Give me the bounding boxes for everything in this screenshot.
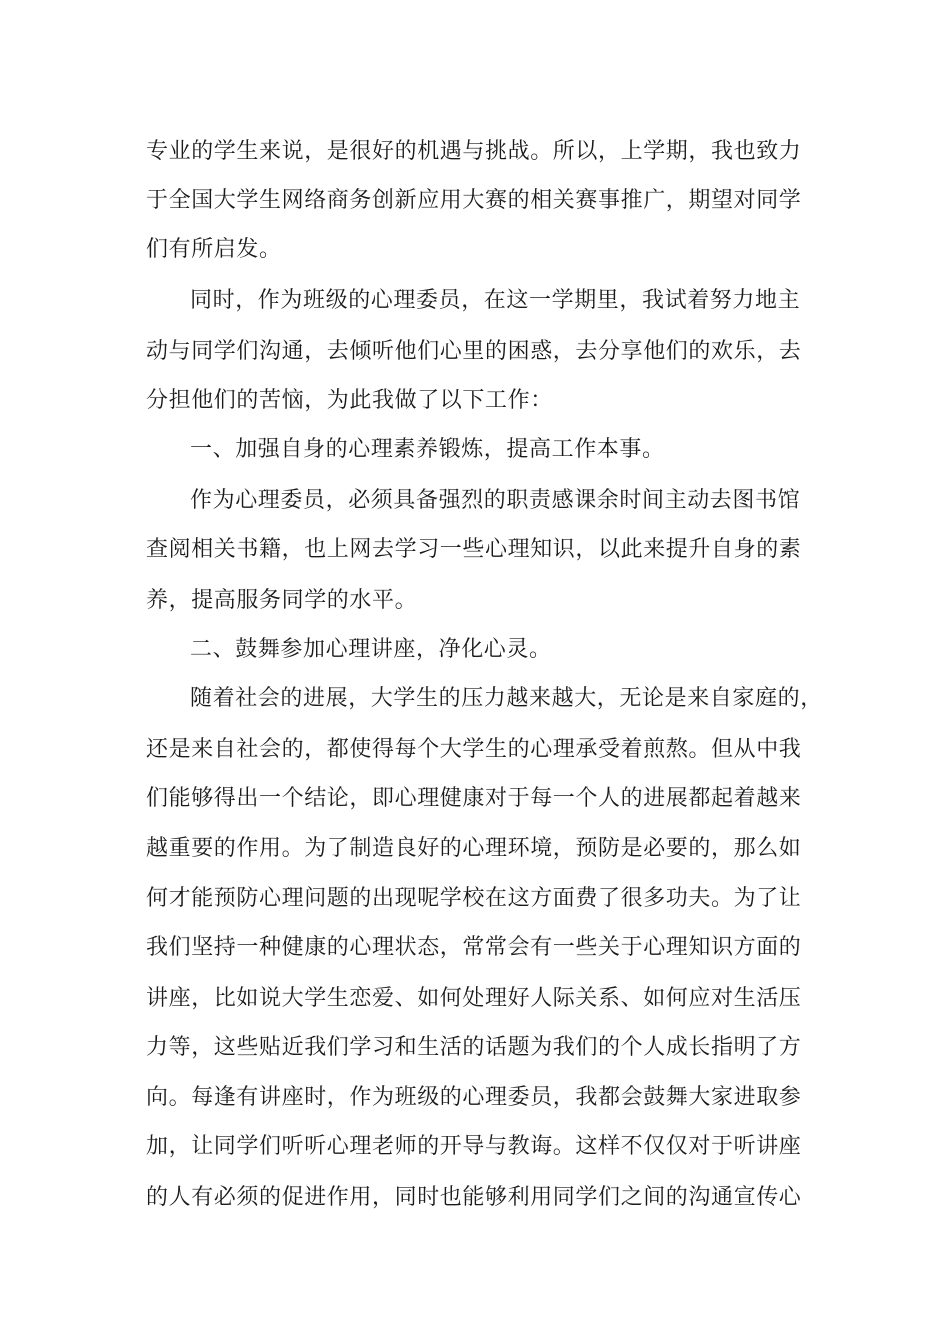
section-heading-2: 二、鼓舞参加心理讲座，净化心灵。 [190,637,552,662]
text-line: 分担他们的苦恼，为此我做了以下工作： [146,388,553,413]
text-line: 动与同学们沟通，去倾听他们心里的困惑，去分享他们的欢乐，去 [146,339,802,364]
text-line: 我们坚持一种健康的心理状态，常常会有一些关于心理知识方面的 [146,935,802,960]
section-heading-1: 一、加强自身的心理素养锻炼，提高工作本事。 [190,437,665,462]
paragraph-first-line: 作为心理委员，必须具备强烈的职责感课余时间主动去图书馆 [190,488,801,513]
text-line: 于全国大学生网络商务创新应用大赛的相关赛事推广，期望对同学 [146,188,802,213]
paragraph-first-line: 随着社会的进展，大学生的压力越来越大，无论是来自家庭的， [190,686,823,711]
text-line: 加，让同学们听听心理老师的开导与教诲。这样不仅仅对于听讲座 [146,1134,802,1159]
text-line: 何才能预防心理问题的出现呢学校在这方面费了很多功夫。为了让 [146,886,802,911]
text-line: 们能够得出一个结论，即心理健康对于每一个人的进展都起着越来 [146,786,802,811]
text-line: 的人有必须的促进作用，同时也能够利用同学们之间的沟通宣传心 [146,1185,802,1210]
paragraph-first-line: 同时，作为班级的心理委员，在这一学期里，我试着努力地主 [190,288,801,313]
text-line: 力等，这些贴近我们学习和生活的话题为我们的个人成长指明了方 [146,1035,802,1060]
text-line: 越重要的作用。为了制造良好的心理环境，预防是必要的，那么如 [146,836,802,861]
text-line: 专业的学生来说，是很好的机遇与挑战。所以，上学期，我也致力 [146,139,802,164]
text-line: 养，提高服务同学的水平。 [146,588,418,613]
text-line: 还是来自社会的，都使得每个大学生的心理承受着煎熬。但从中我 [146,737,802,762]
text-line: 向。每逢有讲座时，作为班级的心理委员，我都会鼓舞大家进取参 [146,1085,802,1110]
text-line: 们有所启发。 [146,237,282,262]
text-line: 讲座，比如说大学生恋爱、如何处理好人际关系、如何应对生活压 [146,986,802,1011]
text-line: 查阅相关书籍，也上网去学习一些心理知识，以此来提升自身的素 [146,537,802,562]
